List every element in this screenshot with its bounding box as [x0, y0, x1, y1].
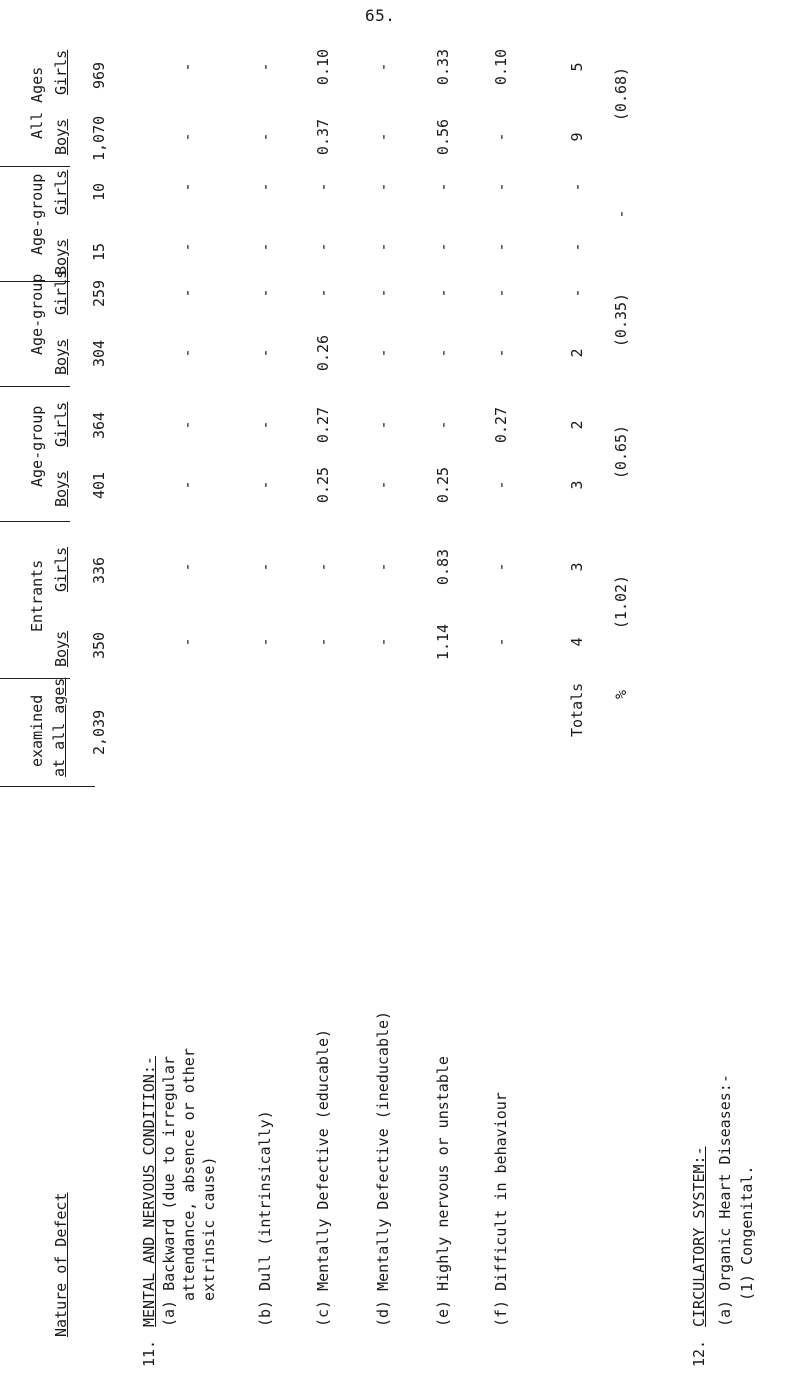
- totals-cell: -: [568, 288, 586, 298]
- totals-cell: -: [568, 242, 586, 252]
- table-cell: -: [492, 288, 510, 298]
- table-cell: -: [374, 637, 392, 647]
- header-examined-line2: at all ages: [50, 677, 68, 777]
- section-12-line-1: (1) Congenital.: [738, 1165, 756, 1301]
- section-11-title: MENTAL AND NERVOUS CONDITION:-: [140, 1056, 158, 1327]
- totals-cell: 3: [568, 480, 586, 490]
- section-12-number: 12.: [690, 1339, 708, 1367]
- totals-label: Totals: [568, 682, 586, 737]
- table-cell: -: [492, 637, 510, 647]
- percent-cell: (1.02): [612, 574, 630, 630]
- table-cell: -: [314, 562, 332, 572]
- table-cell: -: [492, 562, 510, 572]
- table-cell: -: [178, 132, 196, 142]
- table-cell: -: [374, 62, 392, 72]
- table-cell: 0.27: [314, 406, 332, 444]
- table-cell: -: [178, 182, 196, 192]
- table-cell: -: [314, 182, 332, 192]
- header-examined-line1: examined: [28, 694, 46, 767]
- table-cell: -: [178, 242, 196, 252]
- table-cell: -: [178, 562, 196, 572]
- table-cell: -: [374, 562, 392, 572]
- totals-cell: -: [568, 182, 586, 192]
- table-cell: -: [434, 420, 452, 430]
- header-examined-total: 2,039: [90, 709, 108, 755]
- table-cell: 1.14: [434, 623, 452, 661]
- section-11-number: 11.: [140, 1339, 158, 1367]
- table-cell: -: [256, 62, 274, 72]
- percent-symbol: %: [612, 689, 630, 699]
- totals-cell: 3: [568, 562, 586, 572]
- table-cell: -: [434, 288, 452, 298]
- table-cell: -: [492, 348, 510, 358]
- table-cell: -: [434, 182, 452, 192]
- table-cell: 0.33: [434, 48, 452, 86]
- table-cell: -: [256, 420, 274, 430]
- table-cell: -: [492, 132, 510, 142]
- totals-cell: 4: [568, 637, 586, 647]
- table-cell: 0.10: [492, 48, 510, 86]
- table-cell: -: [178, 62, 196, 72]
- table-cell: 0.25: [314, 466, 332, 504]
- table-cell: -: [256, 288, 274, 298]
- table-cell: -: [492, 182, 510, 192]
- table-cell: -: [178, 637, 196, 647]
- table-cell: 0.10: [314, 48, 332, 86]
- table-cell: -: [492, 480, 510, 490]
- table-cell: -: [178, 480, 196, 490]
- table-cell: -: [256, 480, 274, 490]
- table-cell: -: [374, 182, 392, 192]
- table-cell: -: [178, 348, 196, 358]
- table-cell: -: [314, 637, 332, 647]
- percent-cell: (0.68): [612, 66, 630, 122]
- percent-cell: (0.65): [612, 424, 630, 480]
- table-cell: -: [374, 288, 392, 298]
- totals-cell: 2: [568, 420, 586, 430]
- table-cell: 0.83: [434, 548, 452, 586]
- table-cell: 0.27: [492, 406, 510, 444]
- totals-cell: 9: [568, 132, 586, 142]
- table-cell: -: [178, 420, 196, 430]
- table-cell: -: [374, 480, 392, 490]
- table-cell: -: [374, 348, 392, 358]
- table-cell: -: [256, 182, 274, 192]
- section-12-title: CIRCULATORY SYSTEM:-: [690, 1146, 708, 1327]
- table-cell: -: [256, 242, 274, 252]
- page-number: 65.: [365, 6, 396, 25]
- defects-table: Nature of Defect examined at all ages 2,039 Entrants Boys Girls 350 336 Age-group Boys Girls 401 364 Age-group Boys Girls 304 259 Age-group Boys Girls 15 10 All Ages Boys Girls 1,070 969 11. MENTAL AND NERVOUS CONDITION:- (a) Backward (due to irregular attendance, absence or other extrinsic cause) (b) Dull (intrinsically) (c) Mentally Defective (educable) (d) Mentally Defective (ineducable) (e) Highly nervous or unstable (f) Difficult in behaviour Totals % 12. CIRCULATORY SYSTEM:- (a) Organic Heart Diseases:- (1) Congenital. - - - - - - - - - - - - - - - - - - - - - - 0.25 0.27 0.26 - - - 0.37 0.10 - - - - - - - - - - 1.14 0.83 0.25 - - - - - 0.56 0.33 - - - 0.27 - - - - - 0.10 4 3 3 2 2 - - - 9 5 (1.02) (0.65) (0.35) - (0.68): [0, 27, 800, 1367]
- percent-cell: -: [612, 209, 630, 219]
- table-cell: -: [314, 242, 332, 252]
- percent-cell: (0.35): [612, 292, 630, 348]
- table-cell: 0.56: [434, 118, 452, 156]
- totals-cell: 5: [568, 62, 586, 72]
- table-cell: 0.25: [434, 466, 452, 504]
- totals-cell: 2: [568, 348, 586, 358]
- table-cell: -: [434, 242, 452, 252]
- table-cell: -: [256, 637, 274, 647]
- table-cell: -: [256, 132, 274, 142]
- table-cell: -: [374, 132, 392, 142]
- table-cell: -: [434, 348, 452, 358]
- table-cell: -: [314, 288, 332, 298]
- table-cell: -: [256, 562, 274, 572]
- table-cell: -: [374, 242, 392, 252]
- table-cell: -: [374, 420, 392, 430]
- table-cell: 0.37: [314, 118, 332, 156]
- table-cell: -: [178, 288, 196, 298]
- table-cell: -: [256, 348, 274, 358]
- section-12-line-a: (a) Organic Heart Diseases:-: [716, 1074, 734, 1327]
- table-cell: 0.26: [314, 334, 332, 372]
- table-cell: -: [492, 242, 510, 252]
- header-nature-of-defect: Nature of Defect: [52, 1192, 70, 1337]
